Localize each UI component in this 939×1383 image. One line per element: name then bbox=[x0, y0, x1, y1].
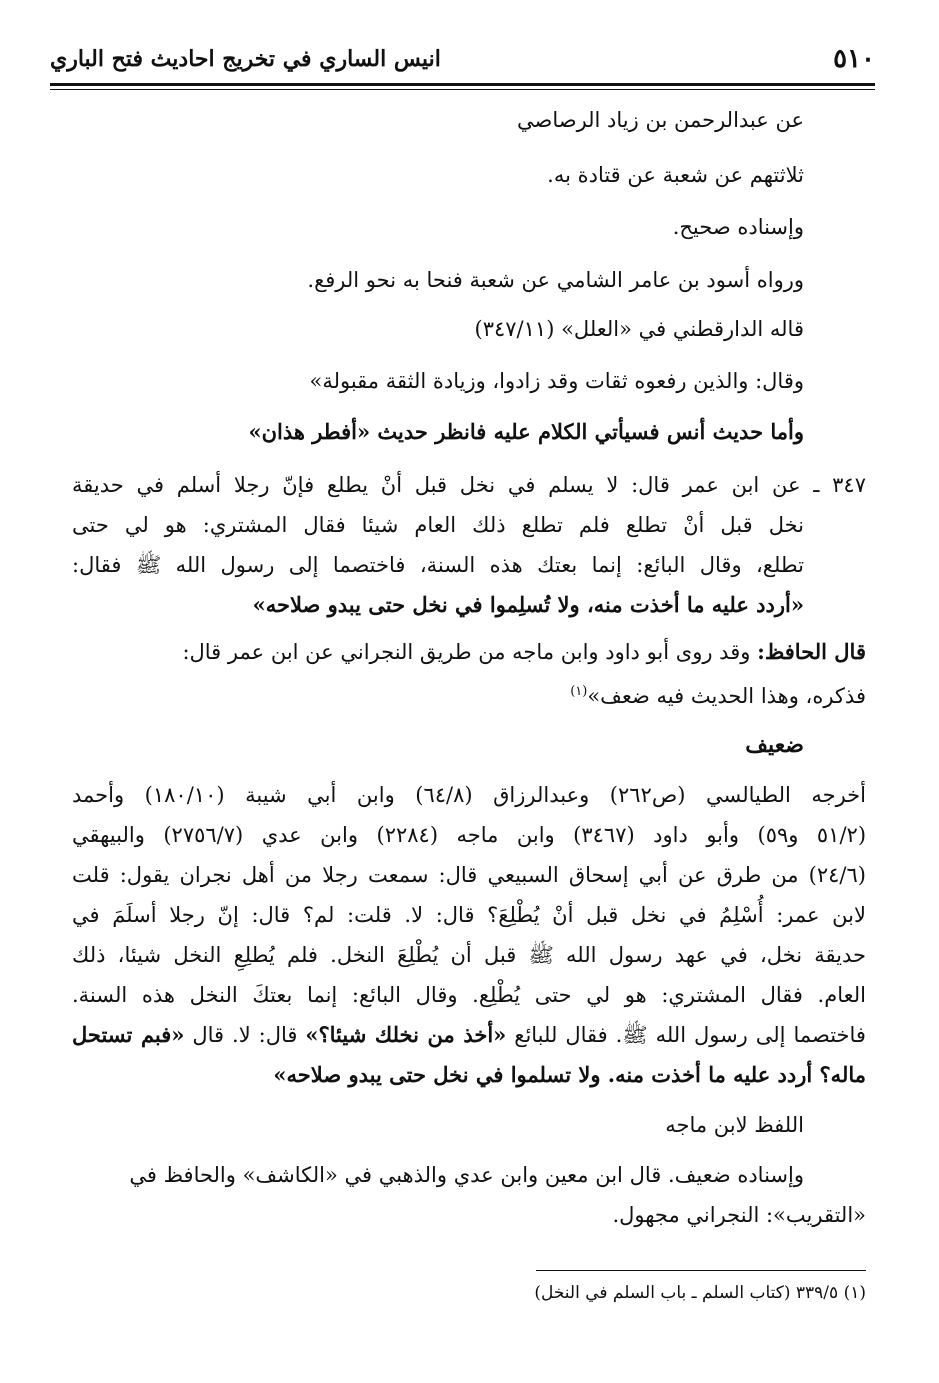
text-line: قاله الدارقطني في «العلل» (٣٤٧/١١) bbox=[474, 317, 804, 341]
hadith-347-line: نخل قبل أنْ تطلع فلم تطلع ذلك العام شيئا فقال المشتري: هو لي حتى bbox=[72, 513, 804, 537]
isnad-line: «التقريب»: النجراني مجهول. bbox=[612, 1203, 866, 1227]
takhrij-line-mixed: فاختصما إلى رسول الله ﷺ. فقال للبائع «أخذ من نخلك شيئا؟» قال: لا. قال «فبم تستحل bbox=[72, 1022, 866, 1047]
footnote-ref: (١) bbox=[570, 684, 588, 699]
header-rule-thick bbox=[50, 83, 875, 86]
text-line: ثلاثتهم عن شعبة عن قتادة به. bbox=[547, 163, 804, 187]
text-line: وقال: والذين رفعوه ثقات وقد زادوا، وزيادة الثقة مقبولة» bbox=[309, 369, 804, 393]
hafiz-statement bbox=[182, 637, 866, 667]
running-title: انيس الساري في تخريج احاديث فتح الباري bbox=[50, 46, 441, 72]
footnote-rule bbox=[536, 1270, 866, 1271]
hadith-347-quote: «أردد عليه ما أخذت منه، ولا تُسلِموا في نخل حتى يبدو صلاحه» bbox=[252, 592, 804, 617]
text-line-bold: وأما حديث أنس فسيأتي الكلام عليه فانظر حديث «أفطر هذان» bbox=[248, 419, 804, 444]
page-number: ٥١٠ bbox=[833, 44, 875, 74]
takhrij-line: أخرجه الطيالسي (ص٢٦٢) وعبدالرزاق (٦٤/٨) وابن أبي شيبة (١٨٠/١٠) وأحمد bbox=[72, 783, 866, 807]
takhrij-line: لابن عمر: أُسْلِمُ في نخل قبل أنْ يُطْلِعَ؟ قال: لا. قلت: لم؟ قال: إنّ رجلا أسلَمَ في bbox=[72, 903, 866, 927]
takhrij-line: العام. فقال المشتري: هو لي حتى يُطْلِع. وقال البائع: إنما بعتكَ النخل هذه السنة. bbox=[72, 983, 866, 1007]
takhrij-line-bold: ماله؟ أردد عليه ما أخذت منه. ولا تسلموا في نخل حتى يبدو صلاحه» bbox=[273, 1062, 866, 1087]
hadith-347-line: ٣٤٧ ـ عن ابن عمر قال: لا يسلم في نخل قبل أنْ يطلع فإنّ رجلا أسلم في حديقة bbox=[72, 473, 866, 497]
footnote: (١) ٣٣٩/٥ (كتاب السلم ـ باب السلم في النخل) bbox=[534, 1283, 866, 1303]
hafiz-statement-cont: فذكره، وهذا الحديث فيه ضعف»$^{(١)}$ bbox=[570, 684, 866, 708]
hadith-347-line: تطلع، وقال البائع: إنما بعتك هذه السنة، فاختصما إلى رسول الله ﷺ فقال: bbox=[72, 553, 804, 577]
hafiz-text: وقد روى أبو داود وابن ماجه من طريق النجراني عن ابن عمر قال: bbox=[182, 640, 751, 664]
takhrij-line: (٥١/٢ و٥٩) وأبو داود (٣٤٦٧) وابن ماجه (٢٢٨٤) وابن عدي (٢٧٥٦/٧) والبيهقي bbox=[72, 823, 867, 847]
hafiz-label: قال الحافظ: bbox=[757, 639, 866, 664]
takhrij-line: (٢٤/٦) من طرق عن أبي إسحاق السبيعي قال: سمعت رجلا من أهل نجران يقول: قلت bbox=[72, 863, 866, 887]
text-line: ورواه أسود بن عامر الشامي عن شعبة فنحا به نحو الرفع. bbox=[307, 268, 804, 292]
text-line: وإسناده صحيح. bbox=[672, 215, 804, 239]
isnad-line: وإسناده ضعيف. قال ابن معين وابن عدي والذهبي في «الكاشف» والحافظ في bbox=[129, 1163, 804, 1187]
header-rule-thin bbox=[50, 89, 875, 90]
takhrij-line: حديقة نخل، في عهد رسول الله ﷺ قبل أن يُطْلِعَ النخل. فلم يُطلِعِ النخل شيئا، ذلك bbox=[72, 943, 866, 967]
page-header bbox=[50, 40, 875, 80]
grade-label: ضعيف bbox=[745, 732, 804, 758]
wording-note: اللفظ لابن ماجه bbox=[665, 1113, 804, 1137]
text-line: عن عبدالرحمن بن زياد الرصاصي bbox=[517, 108, 804, 132]
